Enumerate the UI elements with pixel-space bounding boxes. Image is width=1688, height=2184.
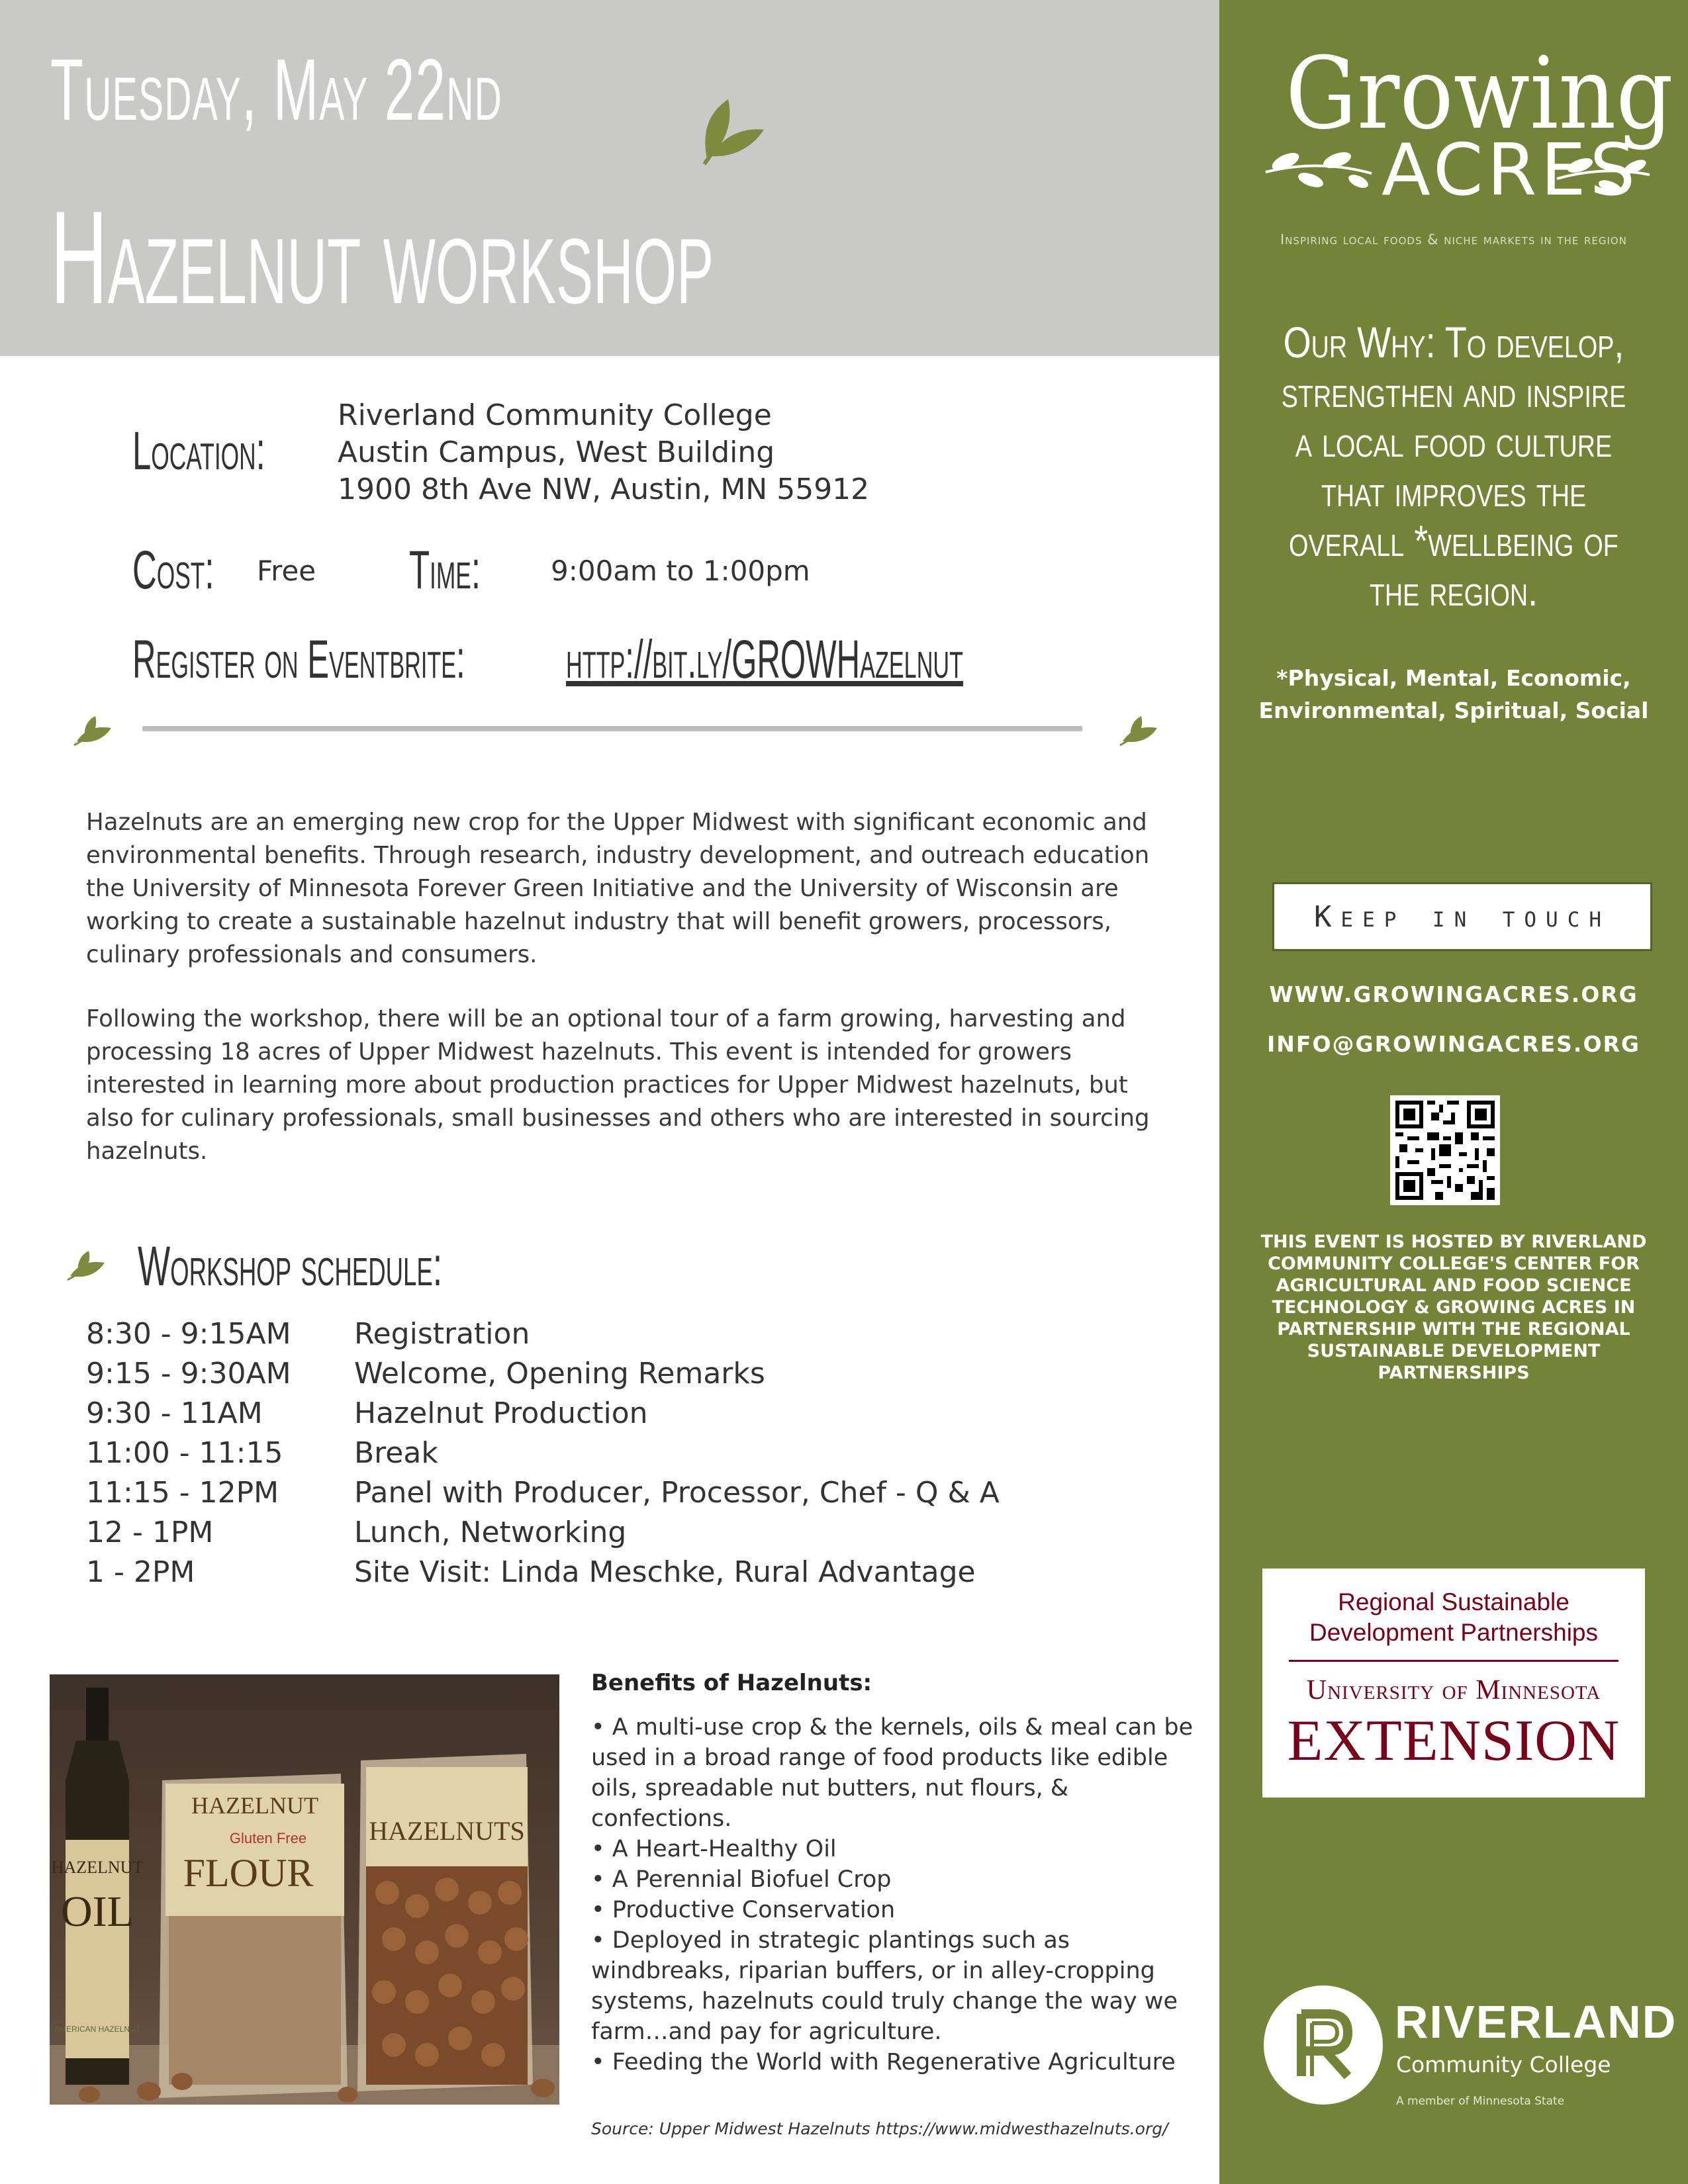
schedule-event: Lunch, Networking xyxy=(354,1516,627,1549)
flour-label-sub: Gluten Free xyxy=(229,1830,307,1846)
register-link[interactable]: http://bit.ly/GROWHazelnut xyxy=(566,629,963,690)
rsdp-line2: Development Partnerships xyxy=(1309,1619,1598,1646)
qr-code-icon xyxy=(1395,1101,1495,1200)
riverland-subtitle: Community College xyxy=(1396,2052,1611,2077)
brand-tagline: Inspiring local foods & niche markets in the region xyxy=(1280,232,1627,248)
schedule-event: Break xyxy=(354,1436,438,1470)
qr-code[interactable] xyxy=(1390,1095,1500,1205)
schedule-event: Panel with Producer, Processor, Chef - Q & A xyxy=(354,1476,1000,1510)
umn-wordmark: University of Minnesota xyxy=(1306,1675,1601,1706)
benefit-item: • A Perennial Biofuel Crop xyxy=(591,1866,892,1893)
riverland-name: RIVERLAND xyxy=(1395,1996,1677,2048)
rsdp-divider xyxy=(1289,1660,1618,1662)
brand-growing: Growing xyxy=(1286,36,1673,152)
website-link[interactable]: WWW.GROWINGACRES.ORG xyxy=(1269,981,1638,1007)
cost-label: Cost: xyxy=(132,540,214,600)
flour-label-main: FLOUR xyxy=(183,1851,314,1895)
brand-acres: ACRES xyxy=(1382,129,1640,212)
schedule-time: 1 - 2PM xyxy=(86,1555,195,1589)
benefits-title: Benefits of Hazelnuts: xyxy=(591,1670,872,1696)
time-label: Time: xyxy=(409,540,481,600)
schedule-time: 11:15 - 12PM xyxy=(86,1476,279,1510)
header-band xyxy=(0,0,1219,356)
location-line: Riverland Community College xyxy=(338,398,772,432)
nuts-label-main: HAZELNUTS xyxy=(369,1816,525,1846)
schedule-time: 8:30 - 9:15AM xyxy=(86,1317,291,1351)
location-line: 1900 8th Ave NW, Austin, MN 55912 xyxy=(338,473,870,506)
keep-in-touch-box xyxy=(1272,882,1652,951)
location-address xyxy=(338,397,869,508)
umn-extension-logo xyxy=(1262,1569,1645,1797)
section-divider xyxy=(142,726,1082,731)
benefit-item: • Feeding the World with Regenerative Agriculture xyxy=(591,2049,1176,2075)
event-date: Tuesday, May 22nd xyxy=(50,41,503,138)
benefits-section xyxy=(591,1670,1200,2077)
leaf-icon xyxy=(1119,715,1160,756)
tour-paragraph: Following the workshop, there will be an optional tour of a farm growing, harvesting and processing 18 acres of Upper Midwest hazelnuts. This event is intended for growers interested in learning more about production practices for Upper Midwest hazelnuts, but also for culinary professionals, small businesses and others who are interested in sourcing hazelnuts. xyxy=(86,1005,1150,1165)
benefit-item: • A Heart-Healthy Oil xyxy=(591,1836,837,1862)
location-line: Austin Campus, West Building xyxy=(338,435,775,469)
rsdp-line1: Regional Sustainable xyxy=(1338,1588,1570,1615)
schedule-time: 9:15 - 9:30AM xyxy=(86,1357,291,1390)
bottle-label-top: HAZELNUT xyxy=(51,1858,144,1877)
extension-wordmark: EXTENSION xyxy=(1287,1709,1620,1773)
location-label: Location: xyxy=(132,421,265,481)
flour-label-top: HAZELNUT xyxy=(191,1792,318,1819)
intro-paragraph: Hazelnuts are an emerging new crop for the Upper Midwest with significant economic and environmental benefits. Through research, industry development, and outreach education the University of Minnesota Forever Green Initiative and the University of Wisconsin are working to create a sustainable hazelnut industry that will benefit growers, processors, culinary professionals and consumers. xyxy=(86,809,1150,968)
leaf-icon xyxy=(73,715,114,756)
keep-in-touch-label: Keep in touch xyxy=(1313,899,1611,934)
schedule-event: Registration xyxy=(354,1317,530,1351)
schedule-event: Welcome, Opening Remarks xyxy=(354,1357,765,1390)
schedule-event: Site Visit: Linda Meschke, Rural Advantage xyxy=(354,1555,976,1589)
riverland-member-note: A member of Minnesota State xyxy=(1396,2095,1565,2108)
sidebar xyxy=(1219,0,1688,2184)
leaf-icon xyxy=(66,1250,107,1291)
email-link[interactable]: INFO@GROWINGACRES.ORG xyxy=(1267,1031,1640,1057)
leaf-icon xyxy=(682,86,768,172)
benefit-item: • A multi-use crop & the kernels, oils & meal can be used in a broad range of food products like edible oils, spreadable nut butters, nut flours, & confections. xyxy=(591,1714,1194,1832)
hazelnut-products-photo xyxy=(50,1674,559,2105)
schedule-title: Workshop schedule: xyxy=(138,1235,443,1297)
schedule-time: 11:00 - 11:15 xyxy=(86,1436,283,1470)
riverland-r-logo-icon xyxy=(1260,1982,1386,2108)
hosted-by-statement: THIS EVENT IS HOSTED BY RIVERLAND COMMUNITY COLLEGE'S CENTER FOR AGRICULTURAL AND FOOD SCIENCE TECHNOLOGY & GROWING ACRES IN PARTNERSHIP WITH THE REGIONAL SUSTAINABLE DEVELOPMENT PARTNERSHIPS xyxy=(1260,1232,1647,1383)
benefit-item: • Deployed in strategic plantings such as windbreaks, riparian buffers, or in alley-cropping systems, hazelnuts could truly change the way we farm…and pay for agriculture. xyxy=(591,1927,1178,2045)
schedule-time: 9:30 - 11AM xyxy=(86,1396,263,1430)
benefits-source[interactable]: Source: Upper Midwest Hazelnuts https://www.midwesthazelnuts.org/ xyxy=(591,2119,1168,2138)
our-why-statement: Our Why: To develop, strengthen and inspire a local food culture that improves the overall *wellbeing of the region. xyxy=(1281,318,1626,615)
register-label: Register on Eventbrite: xyxy=(132,629,465,690)
bottle-label-bottom: AMERICAN HAZELNUT xyxy=(54,2025,141,2034)
schedule-event: Hazelnut Production xyxy=(354,1396,648,1430)
time-value: 9:00am to 1:00pm xyxy=(551,555,810,587)
bottle-label-main: OIL xyxy=(61,1888,134,1936)
workshop-title: Hazelnut workshop xyxy=(50,184,714,332)
benefit-item: • Productive Conservation xyxy=(591,1897,896,1923)
wellbeing-note: *Physical, Mental, Economic, Environmental, Spiritual, Social xyxy=(1258,665,1649,723)
cost-value: Free xyxy=(257,555,316,587)
schedule-time: 12 - 1PM xyxy=(86,1516,214,1549)
